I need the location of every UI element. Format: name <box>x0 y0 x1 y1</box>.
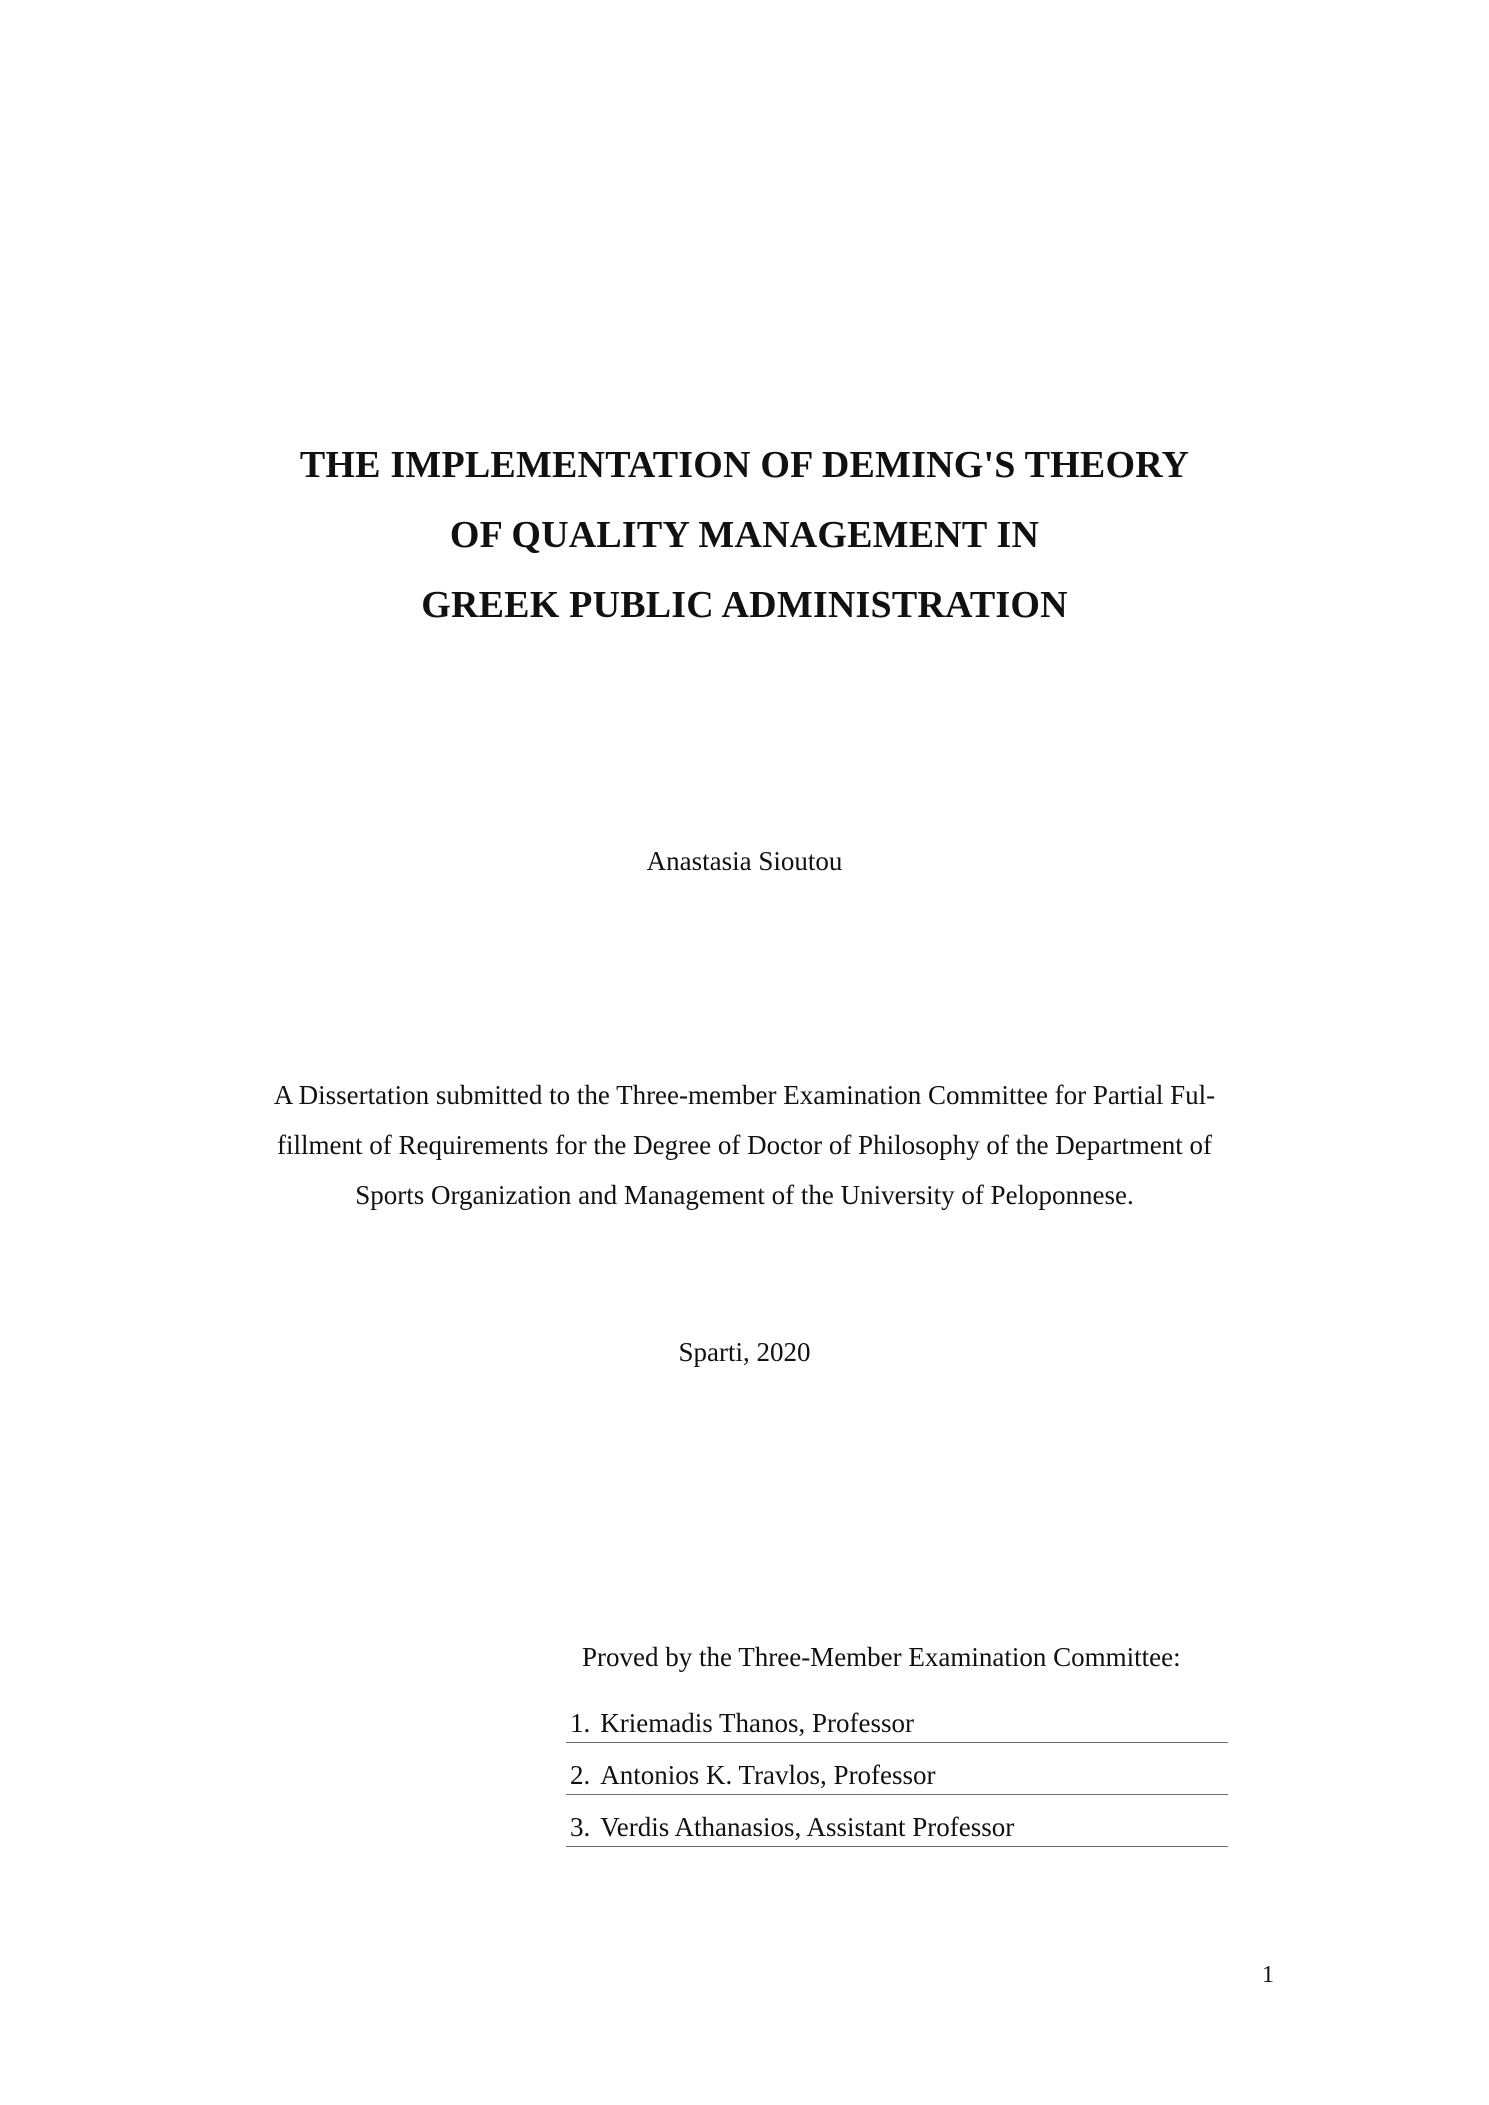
dissertation-line-1: A Dissertation submitted to the Three-member Examination Committee for Partial Ful- <box>273 1080 1216 1110</box>
dissertation-statement <box>0 1070 1489 1220</box>
committee-member-2 <box>566 1754 1228 1806</box>
dissertation-title <box>0 430 1489 640</box>
committee-heading: Proved by the Three-Member Examination Committee: <box>582 1642 1181 1672</box>
dissertation-line-2: fillment of Requirements for the Degree of Doctor of Philosophy of the Department of <box>277 1130 1212 1160</box>
signature-line <box>566 1794 1228 1795</box>
page-number: 1 <box>1262 1962 1274 1988</box>
committee-member-name: Antonios K. Travlos, Professor <box>600 1760 936 1790</box>
author-name: Anastasia Sioutou <box>646 846 843 876</box>
title-line-3: GREEK PUBLIC ADMINISTRATION <box>421 584 1068 626</box>
title-line-1: THE IMPLEMENTATION OF DEMING'S THEORY <box>299 444 1190 486</box>
dissertation-line-3: Sports Organization and Management of the University of Peloponnese. <box>355 1180 1134 1210</box>
place-and-date: Sparti, 2020 <box>678 1337 811 1367</box>
committee-member-number: 3. <box>570 1812 591 1842</box>
committee-member-number: 2. <box>570 1760 591 1790</box>
signature-line <box>566 1846 1228 1847</box>
committee-member-3 <box>566 1806 1228 1858</box>
signature-line <box>566 1742 1228 1743</box>
title-line-2: OF QUALITY MANAGEMENT IN <box>449 514 1040 556</box>
committee-member-name: Verdis Athanasios, Assistant Professor <box>600 1812 1015 1842</box>
committee-list <box>566 1702 1228 1858</box>
committee-member-1 <box>566 1702 1228 1754</box>
committee-member-name: Kriemadis Thanos, Professor <box>600 1708 914 1738</box>
committee-member-number: 1. <box>570 1708 591 1738</box>
